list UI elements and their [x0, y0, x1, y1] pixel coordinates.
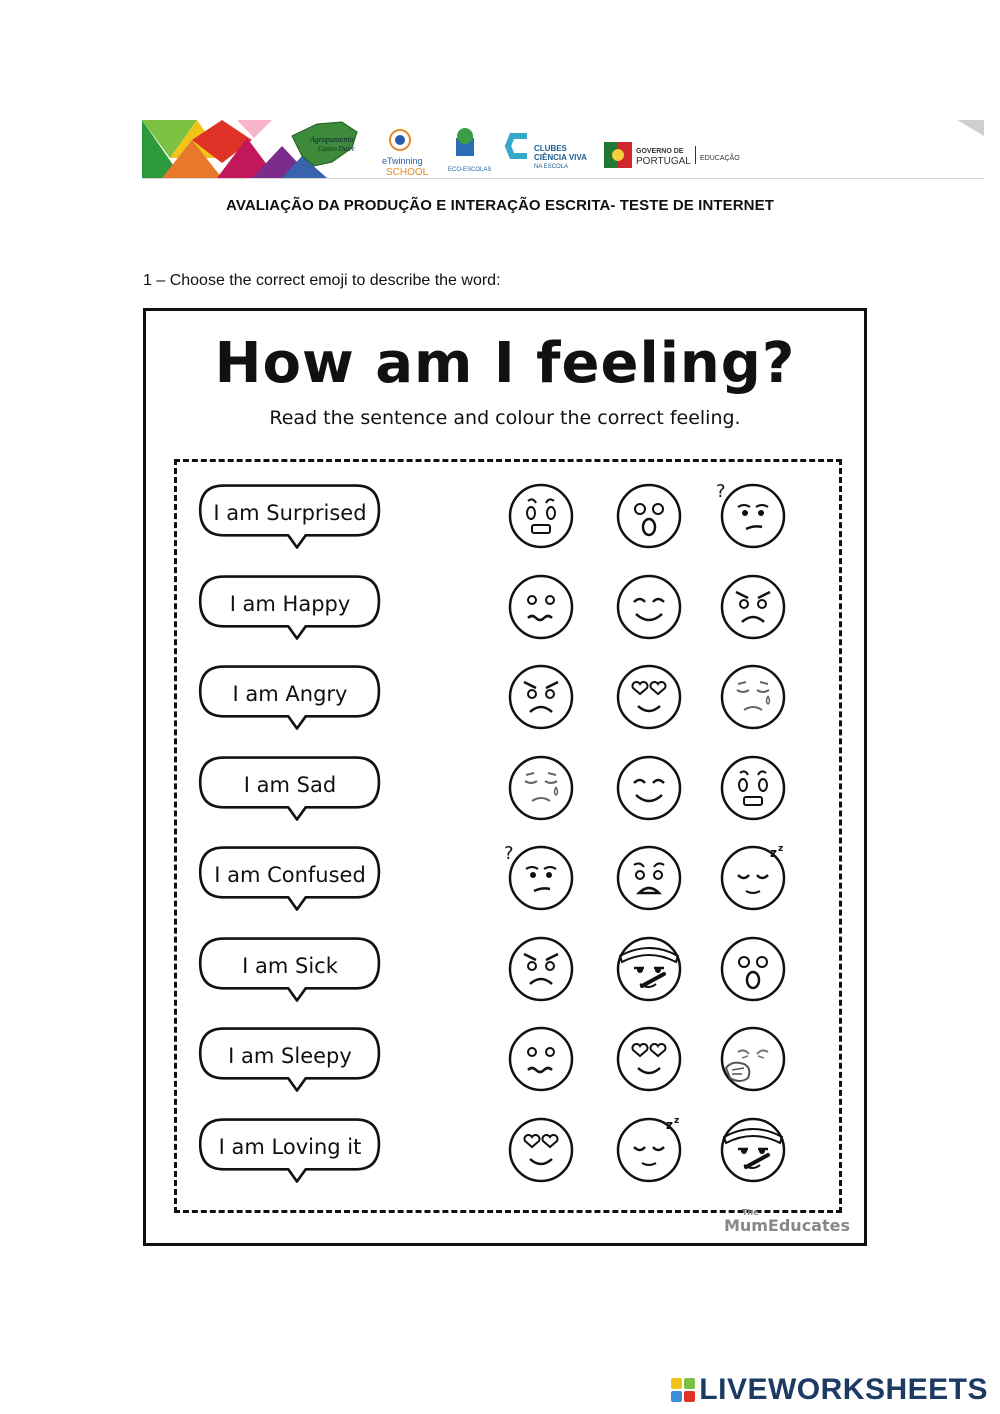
header-divider: [142, 178, 984, 179]
sad-face-icon[interactable]: [718, 662, 788, 732]
svg-text:GOVERNO DE: GOVERNO DE: [636, 148, 684, 155]
confused-face-icon[interactable]: [718, 481, 788, 551]
feeling-row: [146, 1117, 864, 1207]
angry-face-icon[interactable]: [718, 572, 788, 642]
worksheet-title: How am I feeling?: [214, 331, 796, 396]
worried-face-icon[interactable]: [506, 572, 576, 642]
svg-text:ECO-ESCOLAS: ECO-ESCOLAS: [448, 167, 492, 173]
happy-face-icon[interactable]: [614, 753, 684, 823]
confused-face-icon[interactable]: [506, 843, 576, 913]
brand-mark: [723, 1208, 850, 1235]
footer-brand: LIVEWORKSHEETS: [699, 1373, 988, 1406]
scared-face-icon[interactable]: [718, 753, 788, 823]
feeling-row: [146, 755, 864, 845]
loving-face-icon[interactable]: [506, 1115, 576, 1185]
page-title: AVALIAÇÃO DA PRODUÇÃO E INTERAÇÃO ESCRITA- TESTE DE INTERNET: [226, 197, 774, 214]
feeling-row: [146, 845, 864, 935]
footer-logo: [671, 1374, 988, 1406]
angry-face-icon[interactable]: [506, 662, 576, 732]
feeling-row: [146, 483, 864, 573]
brand-text: MumEducates: [723, 1216, 850, 1235]
svg-text:eTwinning: eTwinning: [382, 156, 423, 166]
svg-text:z: z: [778, 844, 784, 854]
worried-face-icon[interactable]: [506, 1024, 576, 1094]
surprised-face-icon[interactable]: [614, 481, 684, 551]
svg-text:z: z: [674, 1115, 680, 1126]
frightened-face-icon[interactable]: [614, 843, 684, 913]
loving-face-icon[interactable]: [614, 662, 684, 732]
sick-face-icon[interactable]: [614, 934, 684, 1004]
feeling-row: [146, 936, 864, 1026]
brand-small: The: [741, 1208, 759, 1217]
svg-text:?: ?: [716, 481, 726, 502]
svg-text:CIÊNCIA VIVA: CIÊNCIA VIVA: [534, 153, 587, 162]
svg-text:PORTUGAL: PORTUGAL: [636, 156, 691, 167]
svg-text:Castro Daire: Castro Daire: [318, 145, 355, 153]
sleepy-face-icon[interactable]: [718, 843, 788, 913]
feeling-label: I am Sleepy: [228, 1044, 352, 1068]
svg-text:Agrupamento: Agrupamento: [310, 135, 354, 144]
question-text: 1 – Choose the correct emoji to describe the word:: [143, 272, 501, 289]
svg-text:?: ?: [504, 843, 514, 864]
svg-text:CLUBES: CLUBES: [534, 144, 567, 153]
svg-text:z: z: [666, 1117, 673, 1132]
feeling-label: I am Sad: [243, 772, 337, 797]
loving-face-icon[interactable]: [614, 1024, 684, 1094]
feeling-label: I am Surprised: [213, 501, 367, 525]
feeling-row: [146, 1026, 864, 1116]
header-banner: [142, 118, 984, 180]
svg-text:z: z: [770, 846, 777, 860]
liveworksheets-icon: [671, 1378, 695, 1402]
happy-face-icon[interactable]: [614, 572, 684, 642]
svg-text:EDUCAÇÃO: EDUCAÇÃO: [700, 155, 740, 162]
feeling-row: [146, 664, 864, 754]
feeling-label: I am Happy: [229, 591, 351, 616]
svg-text:NA ESCOLA: NA ESCOLA: [534, 164, 569, 170]
sick-face-icon[interactable]: [718, 1115, 788, 1185]
surprised-face-icon[interactable]: [718, 934, 788, 1004]
feeling-label: I am Confused: [214, 863, 366, 887]
yawning-face-icon[interactable]: [718, 1024, 788, 1094]
feeling-label: I am Angry: [232, 682, 348, 706]
scared-face-icon[interactable]: [506, 481, 576, 551]
sad-face-icon[interactable]: [506, 753, 576, 823]
worksheet-instruction: Read the sentence and colour the correct feeling.: [269, 407, 741, 429]
angry-face-icon[interactable]: [506, 934, 576, 1004]
feeling-label: I am Loving it: [218, 1134, 362, 1159]
worksheet-image: [143, 308, 867, 1246]
sleepy-face-icon[interactable]: [614, 1115, 684, 1185]
svg-text:SCHOOL: SCHOOL: [386, 167, 429, 178]
feeling-label: I am Sick: [242, 953, 338, 978]
feeling-row: [146, 574, 864, 664]
